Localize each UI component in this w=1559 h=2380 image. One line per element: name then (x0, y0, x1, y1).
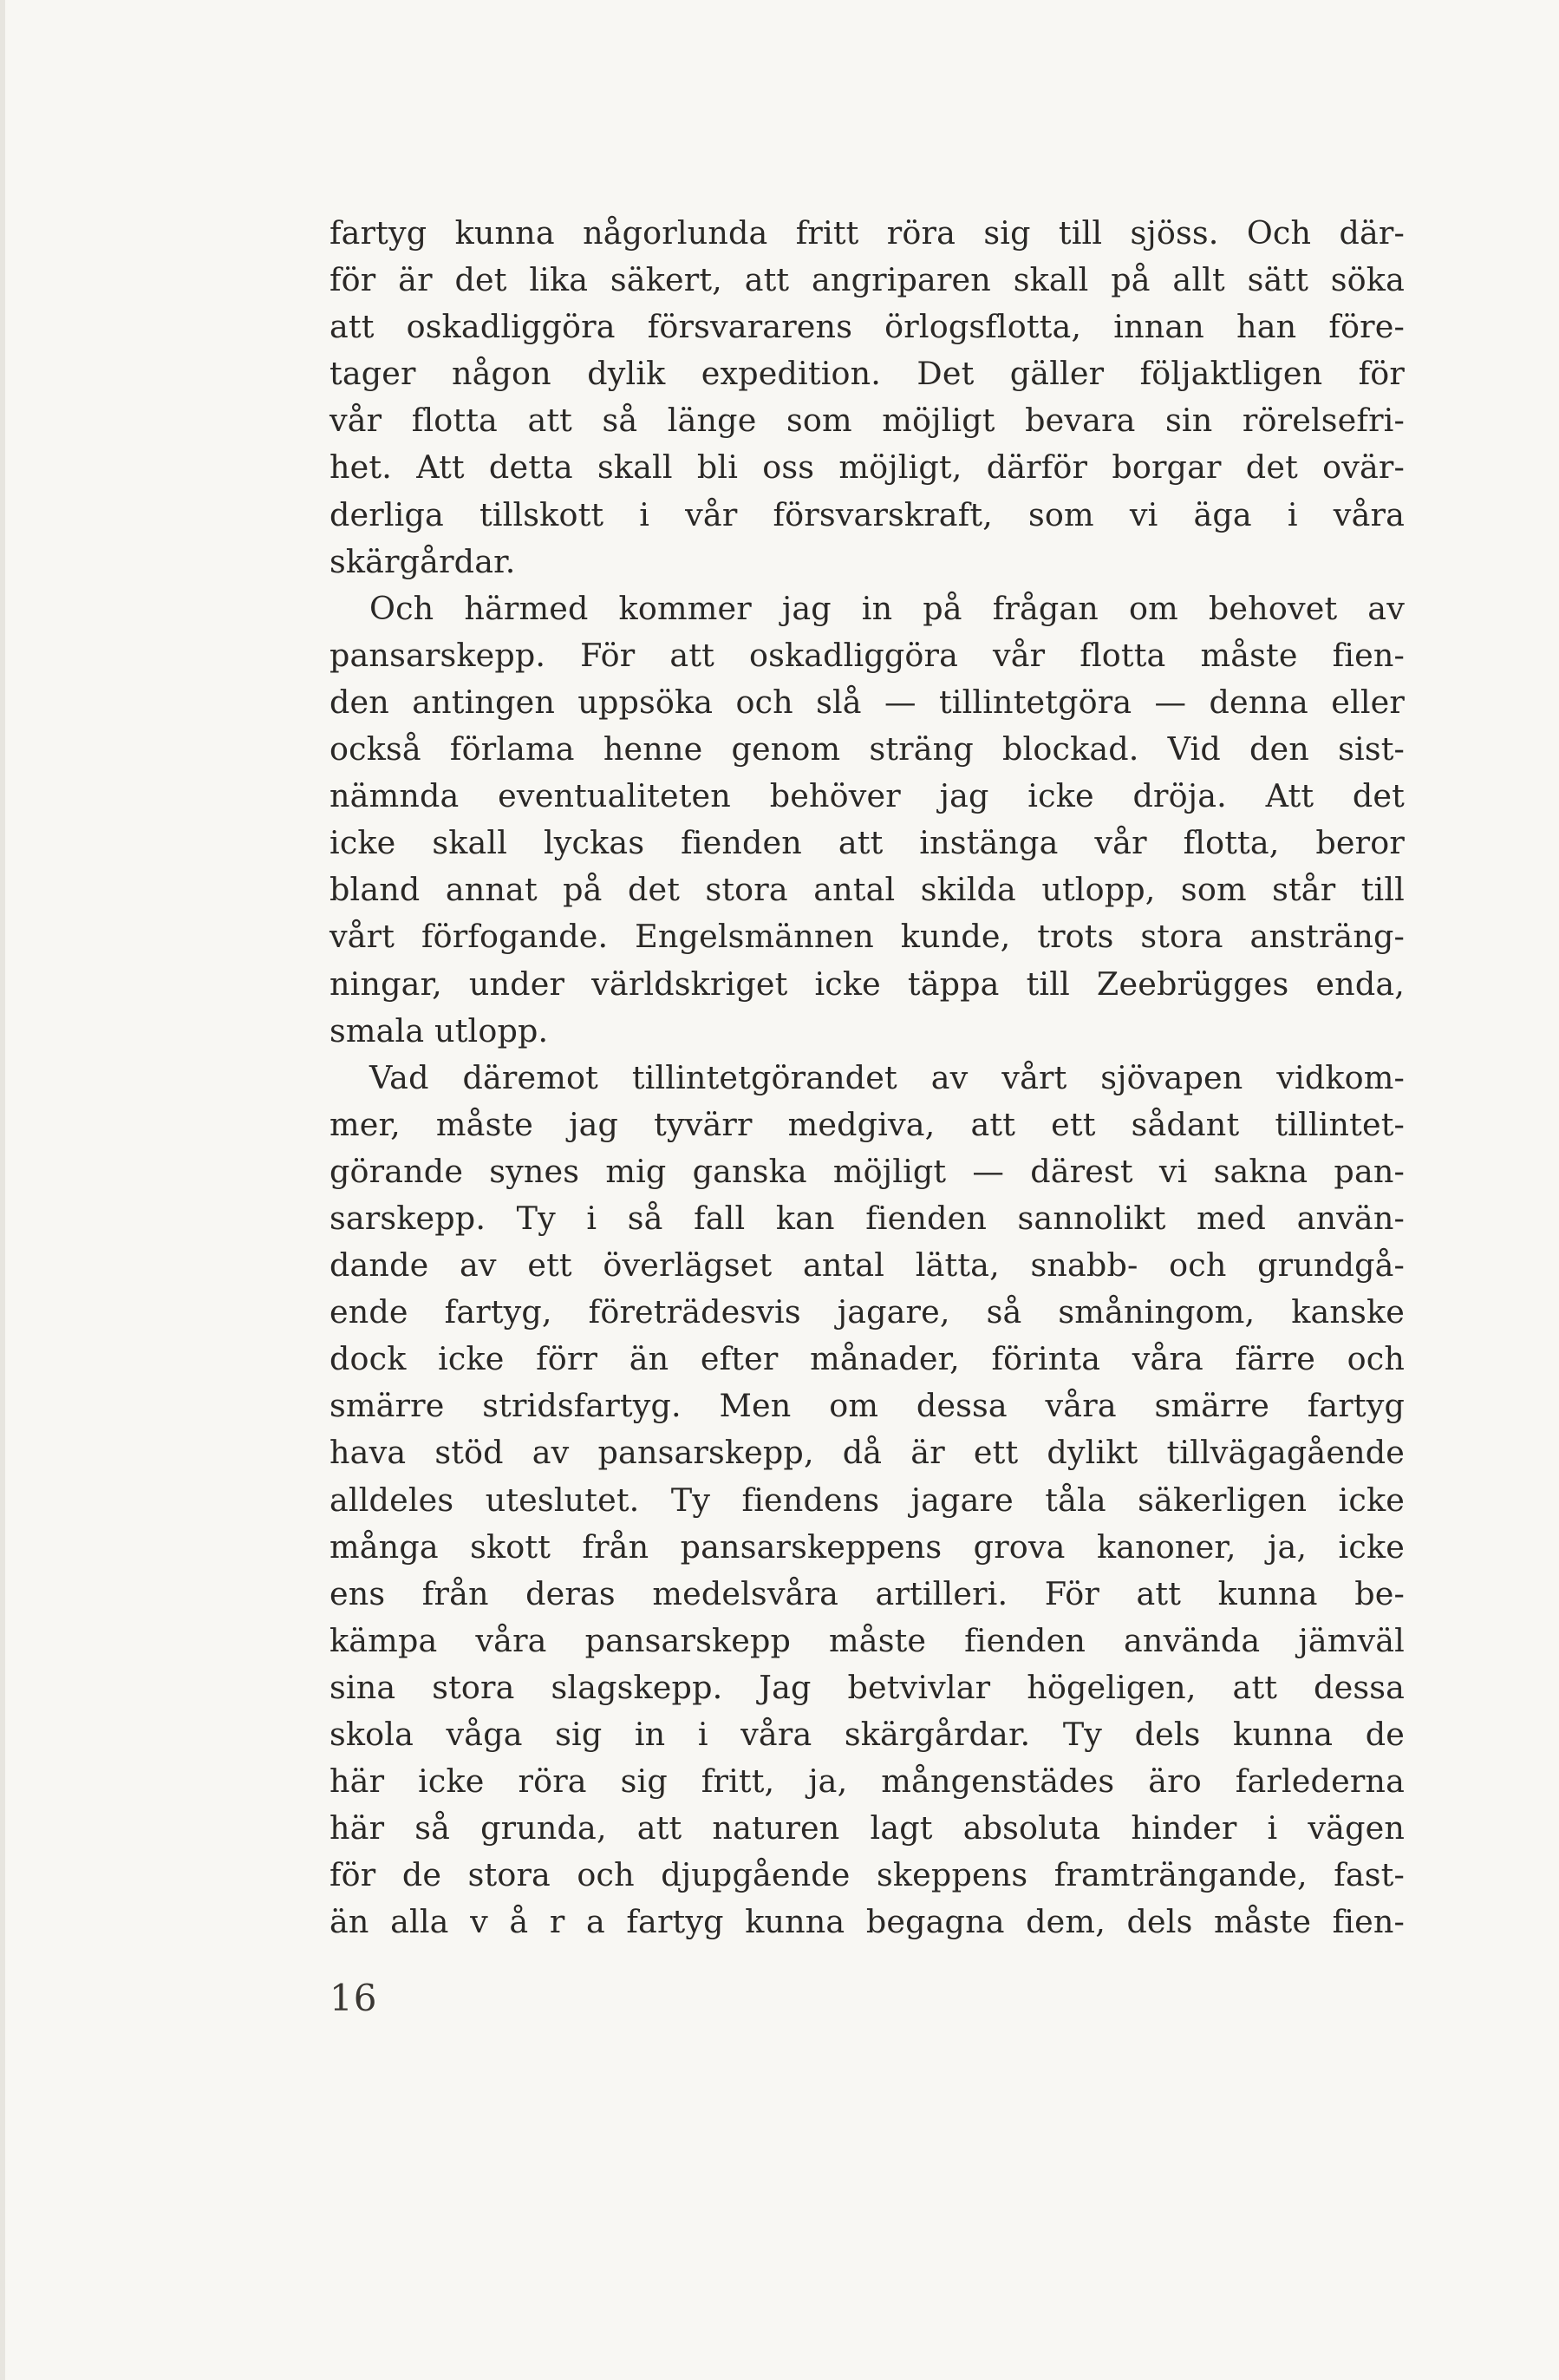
text-line: icke skall lyckas fienden att instänga vår flotta, beror (329, 824, 1405, 862)
text-line: hava stöd av pansarskepp, då är ett dylikt tillvägagående (329, 1434, 1405, 1472)
text-line: fartyg kunna någorlunda fritt röra sig till sjöss. Och där- (329, 214, 1405, 252)
text-line: än alla v å r a fartyg kunna begagna dem, dels måste fien- (329, 1903, 1405, 1941)
page-edge (0, 0, 5, 2380)
text-line: här så grunda, att naturen lagt absoluta hinder i vägen (329, 1809, 1405, 1847)
text-line: ens från deras medelsvåra artilleri. För att kunna be- (329, 1574, 1405, 1612)
text-line: derliga tillskott i vår försvarskraft, som vi äga i våra (329, 495, 1405, 533)
text-line: den antingen uppsöka och slå — tillintetgöra — denna eller (329, 683, 1405, 721)
text-line: vår flotta att så länge som möjligt bevara sin rörelsefri- (329, 402, 1405, 440)
text-line: tager någon dylik expedition. Det gäller följaktligen för (329, 355, 1405, 393)
page-number: 16 (329, 1977, 378, 2019)
text-line: också förlama henne genom sträng blockad. Vid den sist- (329, 730, 1405, 768)
text-line: kämpa våra pansarskepp måste fienden använda jämväl (329, 1621, 1405, 1659)
text-line: här icke röra sig fritt, ja, mångenstädes äro farlederna (329, 1762, 1405, 1801)
text-line: ningar, under världskriget icke täppa till Zeebrügges enda, (329, 964, 1405, 1003)
text-line: alldeles uteslutet. Ty fiendens jagare tåla säkerligen icke (329, 1481, 1405, 1519)
text-line: ende fartyg, företrädesvis jagare, så småningom, kanske (329, 1293, 1405, 1331)
text-line: smärre stridsfartyg. Men om dessa våra smärre fartyg (329, 1387, 1405, 1425)
text-line: sarskepp. Ty i så fall kan fienden sannolikt med använ- (329, 1199, 1405, 1237)
text-line: många skott från pansarskeppens grova kanoner, ja, icke (329, 1527, 1405, 1566)
text-line: skola våga sig in i våra skärgårdar. Ty dels kunna de (329, 1716, 1405, 1753)
text-line: att oskadliggöra försvararens örlogsflotta, innan han före- (329, 308, 1405, 346)
text-line-paragraph-start: Och härmed kommer jag in på frågan om behovet av (369, 589, 1405, 627)
text-line: dock icke förr än efter månader, förinta våra färre och (329, 1340, 1405, 1378)
text-line: sina stora slagskepp. Jag betvivlar högeligen, att dessa (329, 1668, 1405, 1706)
text-line: pansarskepp. För att oskadliggöra vår flotta måste fien- (329, 636, 1405, 674)
text-line-paragraph-end: smala utlopp. (329, 1011, 549, 1049)
text-line-paragraph-end: skärgårdar. (329, 542, 516, 580)
text-line: dande av ett överlägset antal lätta, snabb- och grundgå- (329, 1246, 1405, 1285)
text-line-paragraph-start: Vad däremot tillintetgörandet av vårt sjövapen vidkom- (369, 1058, 1405, 1096)
text-line: nämnda eventualiteten behöver jag icke dröja. Att det (329, 777, 1405, 815)
text-line: vårt förfogande. Engelsmännen kunde, trots stora ansträng- (329, 918, 1405, 956)
text-line: het. Att detta skall bli oss möjligt, därför borgar det ovär- (329, 448, 1405, 487)
text-line: för de stora och djupgående skeppens framträngande, fast- (329, 1856, 1405, 1894)
text-line: mer, måste jag tyvärr medgiva, att ett sådant tillintet- (329, 1105, 1405, 1143)
text-line: görande synes mig ganska möjligt — därest vi sakna pan- (329, 1152, 1405, 1190)
text-line: bland annat på det stora antal skilda utlopp, som står till (329, 871, 1405, 909)
text-line: för är det lika säkert, att angriparen skall på allt sätt söka (329, 261, 1405, 299)
body-text (329, 210, 1405, 1945)
